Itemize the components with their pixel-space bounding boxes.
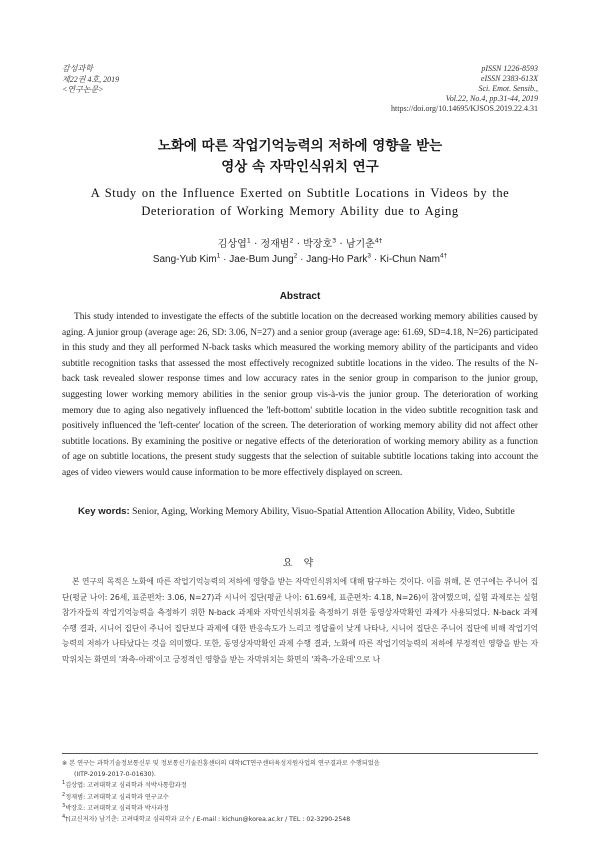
author-name: Ki-Chun Nam — [379, 254, 440, 265]
volume-issue: 제22권 4호, 2019 — [62, 74, 120, 84]
journal-header-right — [391, 64, 538, 114]
article-type: <연구논문> — [62, 85, 104, 94]
author-name: 정재범 — [260, 239, 290, 250]
corresponding-author-text: †(교신저자) 남기춘: 고려대학교 심리학과 교수 / E-mail : kichun@korea.ac.kr / TEL : 02-3290-2548 — [65, 816, 351, 824]
footnote-mark: 3 — [62, 802, 66, 809]
author-mark: 4† — [439, 252, 448, 260]
title-english: A Study on the Influence Exerted on Subtitle Locations in Videos by the Deterioration of Working Memory Ability due to Aging — [90, 186, 510, 218]
korean-summary-heading: 요 약 — [282, 558, 318, 569]
abstract-body: This study intended to investigate the effects of the subtitle location on the decreased working memory abilities caused by aging. A junior group (average age: 26, SD: 3.06, N=27) and a senior group (average age: 61.69, SD=4.18, N=26) participated in this study and they all performed N-back tasks which measured the working memory ability of the participants and video subtitle recognition tasks that assessed the most effectively recognized subtitle locations in the video. The results of the N-back task revealed slower response times and low accuracy rates in the senior group in comparison to the junior group, suggesting lower working memory abilities in the senior group vis-à-vis the junior group. The deterioration of working memory due to aging also negatively influenced the 'left-bottom' subtitle location in the video subtitle recognition task and positively influenced the 'left-center' location of the screen. The deterioration of working memory ability did not affect other subtitle locations. By examining the positive or negative effects of the deterioration of working memory ability as a function of age on subtitle locations, the present study suggests that the selection of suitable subtitle locations taking into account the ages of video viewers would cause information to be more effectively displayed on screen. — [62, 312, 538, 478]
author-separator: · — [220, 254, 230, 265]
affiliation-note — [62, 792, 538, 803]
author-name: 남기춘 — [345, 239, 375, 250]
author-separator: · — [293, 239, 304, 250]
korean-summary-body: 본 연구의 목적은 노화에 따른 작업기억능력의 저하에 영향을 받는 자막인식위치에 대해 탐구하는 것이다. 이를 위해, 본 연구에는 주니어 집단(평균 나이: 26세, 표준편차: 3.06, N=27)과 시니어 집단(평균 나이: 61.69세, 표준편차: 4.18, N=26)이 참여했으며, 실험 과제로는 실험 참가자들의 작업기억능력을 측정하기 위한 N-back 과제와 자막인식위치를 측정하기 위한 동영상자막확인 과제가 사용되었다. N-back 과제 수행 결과, 시니어 집단이 주니어 집단보다 과제에 대한 반응속도가 느리고 정답률이 낮게 나타나, 시니어 집단은 주니어 집단에 비해 작업기억능력의 저하가 나타났다는 것을 의미했다. 또한, 동영상자막확인 과제 수행 결과, 노화에 따른 작업기억능력의 저하에 부정적인 영향을 받는 자막위치는 화면의 '좌측-아래'이고 긍정적인 영향을 받는 자막위치는 화면의 '좌측-가운데'으로 나 — [62, 577, 538, 664]
authors-korean — [0, 235, 600, 250]
doi-link[interactable]: https://doi.org/10.14695/KJSOS.2019.22.4.31 — [391, 104, 538, 113]
author-mark: 2 — [293, 252, 298, 260]
author-name: 김상엽 — [217, 239, 247, 250]
abstract-heading: Abstract — [279, 291, 321, 302]
author-separator: · — [336, 239, 346, 250]
author-mark: 1 — [246, 236, 251, 245]
footnotes — [62, 758, 538, 825]
author-mark: 2 — [289, 236, 294, 245]
affiliation-text: 박장호: 고려대학교 심리학과 박사과정 — [65, 804, 169, 812]
title-korean-line1: 노화에 따른 작업기억능력의 저하에 영향을 받는 — [157, 138, 443, 154]
journal-header-left — [62, 64, 119, 96]
footnote-divider — [62, 753, 538, 754]
journal-name-en: Sci. Emot. Sensib., — [478, 84, 538, 93]
affiliation-note — [62, 780, 538, 791]
author-name: Sang-Yub Kim — [152, 254, 217, 265]
volume-pages: Vol.22, No.4, pp.31-44, 2019 — [445, 94, 538, 103]
title-korean-line2: 영상 속 자막인식위치 연구 — [221, 159, 379, 175]
affiliation-note — [62, 814, 538, 825]
footnote-mark: 4 — [62, 813, 66, 820]
funding-note: ※ 본 연구는 과학기술정보통신부 및 정보통신기술진흥센터의 대학ICT연구센터육성지원사업의 연구결과로 수행되었음 — [62, 760, 380, 767]
keywords-label: Key words: — [78, 506, 130, 517]
footnote-mark: 1 — [62, 780, 66, 787]
author-mark: 3 — [332, 236, 337, 245]
pissn: pISSN 1226-8593 — [481, 64, 538, 73]
journal-name: 감성과학 — [62, 64, 93, 73]
affiliation-text: 김상엽: 고려대학교 심리학과 석박사통합과정 — [65, 782, 187, 790]
keywords — [78, 504, 591, 519]
keywords-text: Senior, Aging, Working Memory Ability, Visuo-Spatial Attention Allocation Ability, Video, Subtitle — [132, 506, 515, 517]
author-name: Jae-Bum Jung — [229, 254, 294, 265]
author-separator: · — [297, 254, 307, 265]
affiliation-note — [62, 803, 538, 814]
author-separator: · — [371, 254, 380, 265]
author-mark: 4† — [374, 236, 383, 245]
funding-note-grant: (IITP-2019-2017-0-01630). — [74, 771, 156, 779]
title-korean — [0, 136, 600, 178]
author-mark: 1 — [216, 252, 221, 260]
author-name: Jang-Ho Park — [306, 254, 368, 265]
eissn: eISSN 2383-613X — [480, 74, 538, 83]
footnote-mark: 2 — [62, 791, 66, 798]
affiliation-text: 정재범: 고려대학교 심리학과 연구교수 — [65, 793, 169, 801]
author-mark: 3 — [367, 252, 372, 260]
author-name: 박장호 — [303, 239, 333, 250]
author-separator: · — [250, 239, 261, 250]
authors-english — [0, 254, 600, 265]
